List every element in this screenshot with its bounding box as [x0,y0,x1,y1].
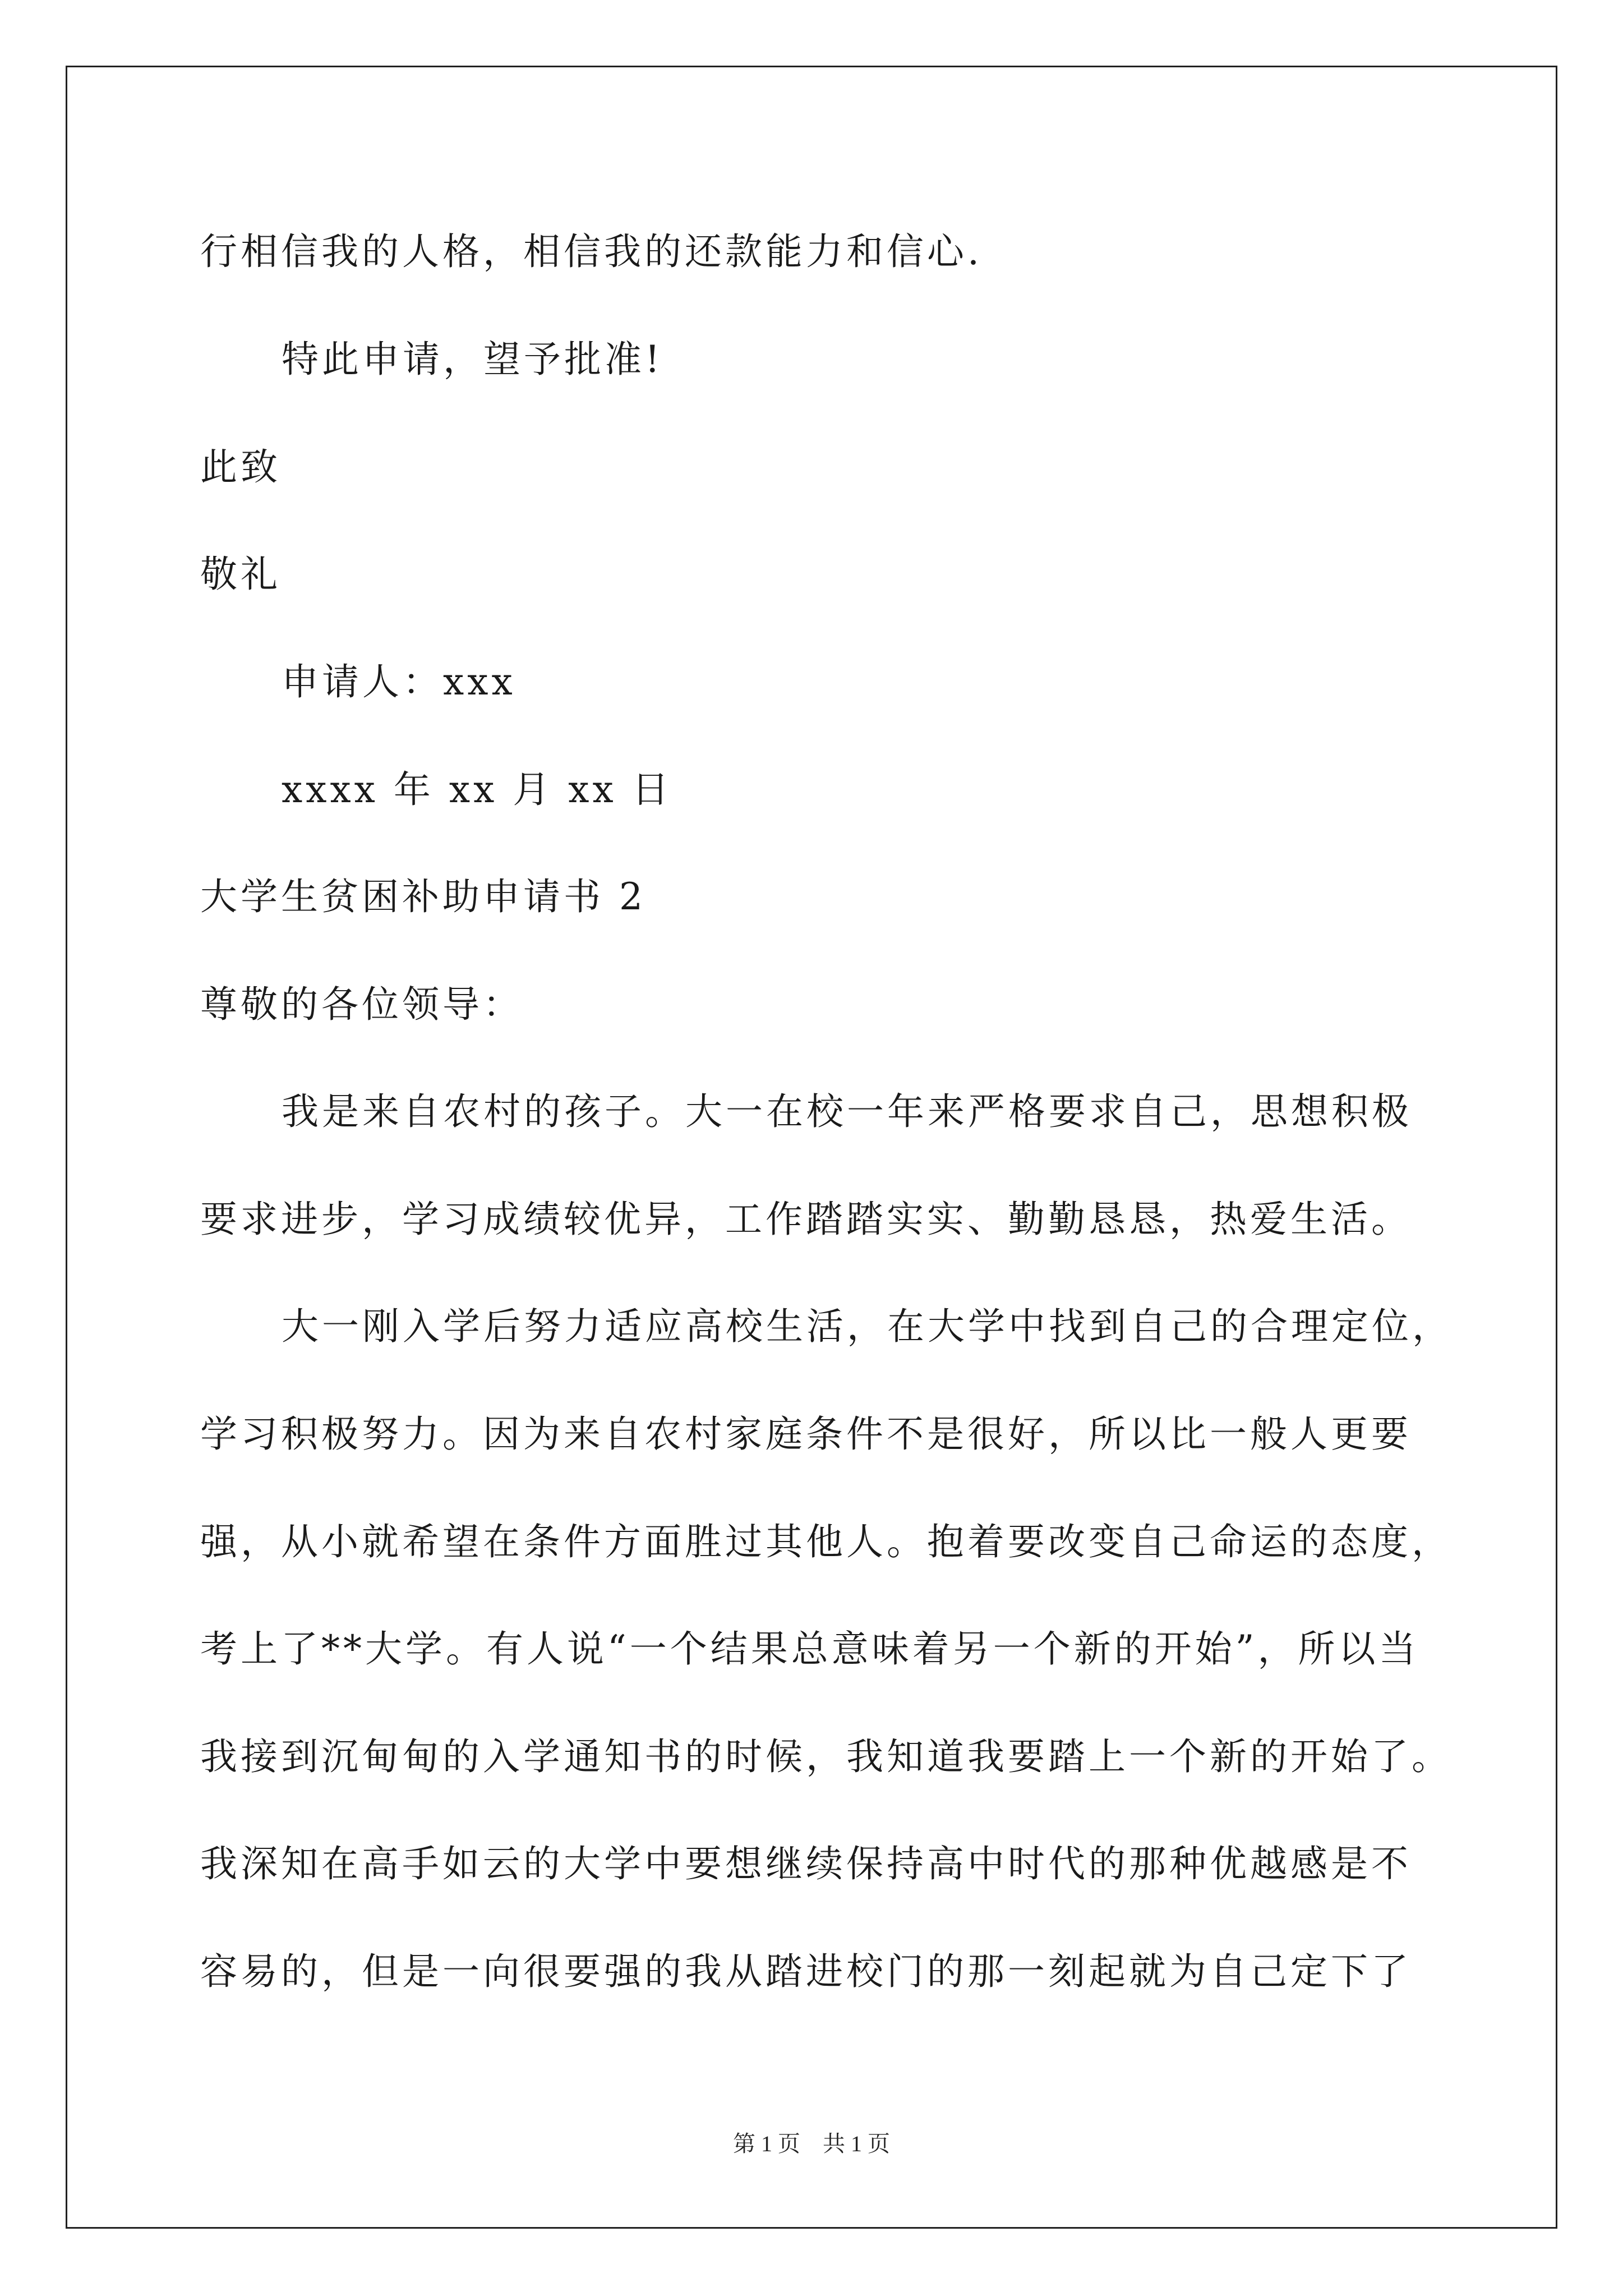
text-line: 学习积极努力。因为来自农村家庭条件不是很好，所以比一般人更要 [200,1412,1412,1456]
text-line: 我是来自农村的孩子。大一在校一年来严格要求自己，思想积极 [282,1090,1412,1133]
text-line: 强，从小就希望在条件方面胜过其他人。抱着要改变自己命运的态度， [200,1520,1452,1563]
text-line: 我接到沉甸甸的入学通知书的时候，我知道我要踏上一个新的开始了。 [200,1735,1452,1778]
text-line: 大学生贫困补助申请书 2 [200,875,646,918]
page-border [66,66,1557,2229]
text-line: 尊敬的各位领导： [200,983,523,1026]
text-line: 要求进步，学习成绩较优异，工作踏踏实实、勤勤恳恳，热爱生活。 [200,1198,1412,1241]
text-line: 敬礼 [200,553,281,596]
text-line: 特此申请，望予批准! [282,338,663,381]
text-line: xxxx 年 xx 月 xx 日 [282,768,672,811]
text-line: 考上了**大学。有人说“一个结果总意味着另一个新的开始”，所以当 [200,1627,1419,1671]
text-line: 此致 [200,445,281,489]
text-line: 行相信我的人格，相信我的还款能力和信心. [200,230,983,273]
text-line: 大一刚入学后努力适应高校生活，在大学中找到自己的合理定位， [282,1305,1453,1348]
text-line: 我深知在高手如云的大学中要想继续保持高中时代的那种优越感是不 [200,1842,1412,1885]
text-line: 申请人：xxx [282,660,516,703]
text-line: 容易的，但是一向很要强的我从踏进校门的那一刻起就为自己定下了 [200,1950,1412,1993]
page-footer: 第 1 页 共 1 页 [733,2131,890,2156]
